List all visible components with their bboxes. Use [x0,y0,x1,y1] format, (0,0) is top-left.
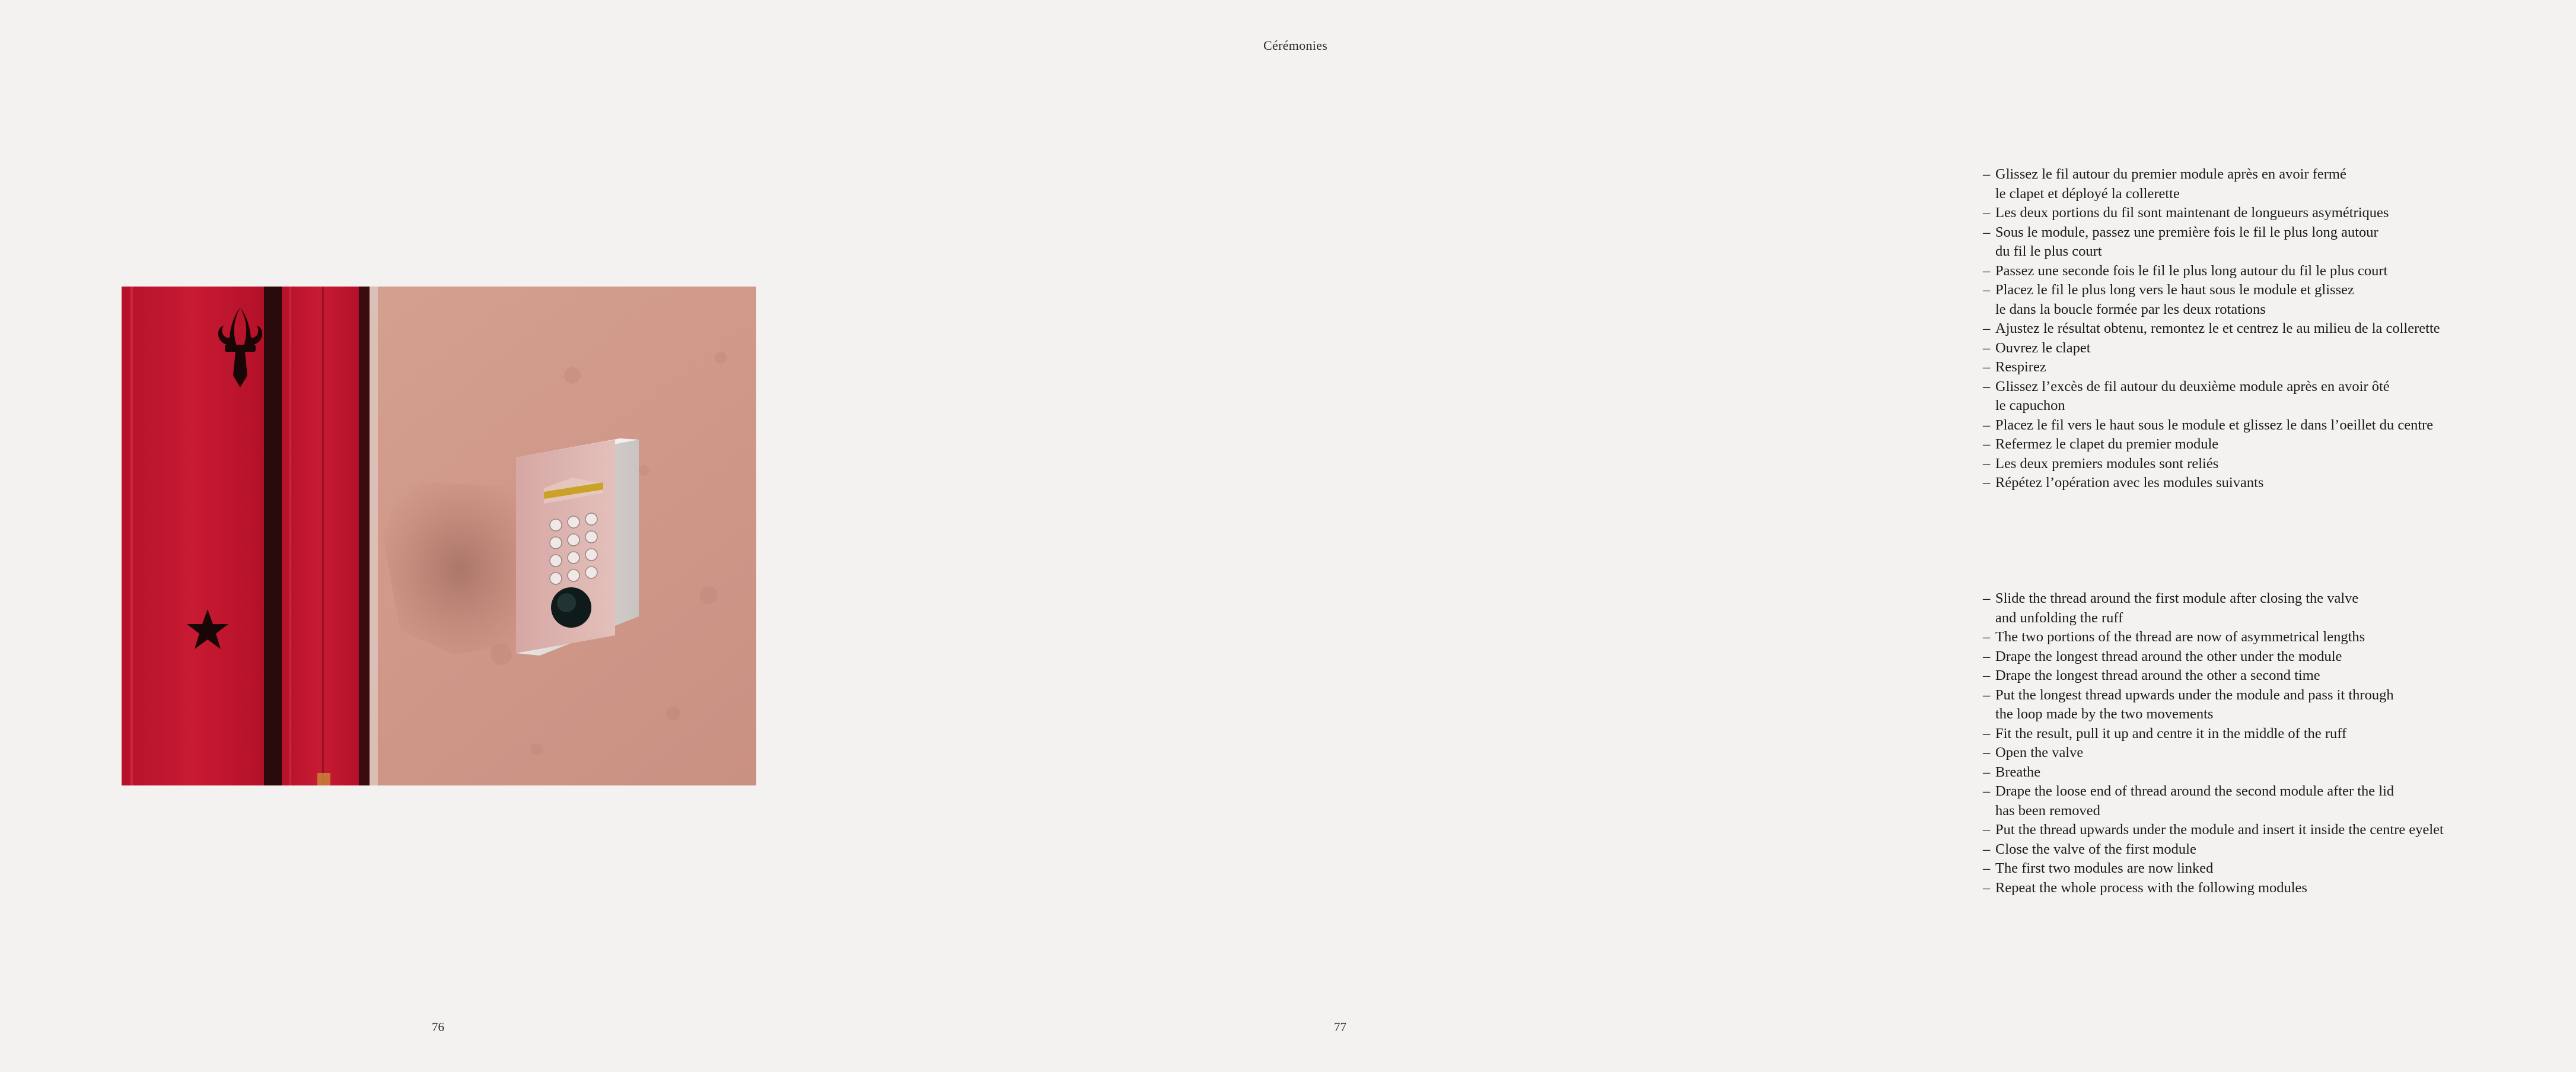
list-item [1983,628,2576,647]
list-item-line: – Ajustez le résultat obtenu, remontez le et centrez le au milieu de la collerette [1995,320,2440,336]
list-item-line: – Placez le fil vers le haut sous le module et glissez le dans l’oeillet du centre [1995,416,2434,433]
list-item [1983,358,2576,377]
running-head: Cérémonies [1263,38,1328,53]
list-item-line: – Breathe [1995,764,2041,780]
photo-keypad-on-wall [122,287,756,785]
list-item [1983,820,2576,840]
list-item [1983,454,2576,474]
list-item-line: – Put the thread upwards under the module and insert it inside the centre eyelet [1995,822,2444,838]
list-item-line: – Slide the thread around the first module after closing the valve [1995,590,2359,606]
list-item-line: and unfolding the ruff [1995,609,2123,626]
list-item [1983,589,2576,628]
french-instructions [1983,165,2576,493]
list-item [1983,281,2576,319]
list-item-line: – Les deux premiers modules sont reliés [1995,455,2219,472]
list-item-line: – Respirez [1995,359,2046,375]
list-item [1983,859,2576,879]
list-item-line: – Glissez l’excès de fil autour du deuxième module après en avoir ôté [1995,378,2390,395]
list-item-line: – Drape the loose end of thread around the second module after the lid [1995,783,2394,799]
list-item [1983,416,2576,435]
list-item [1983,743,2576,763]
list-item-line: le clapet et déployé la collerette [1995,185,2180,202]
list-item [1983,223,2576,262]
list-item-line: – Drape the longest thread around the other a second time [1995,667,2320,683]
list-item [1983,473,2576,493]
list-item [1983,262,2576,281]
list-item-line: le capuchon [1995,397,2065,413]
list-item [1983,339,2576,358]
list-item-line: – Les deux portions du fil sont maintenant de longueurs asymétriques [1995,205,2389,221]
list-item-line: – Refermez le clapet du premier module [1995,436,2219,452]
list-item-line: du fil le plus court [1995,243,2102,259]
list-item-line: – Glissez le fil autour du premier module après en avoir fermé [1995,166,2346,182]
list-item [1983,165,2576,203]
list-item-line: – Passez une seconde fois le fil le plus long autour du fil le plus court [1995,262,2388,279]
list-item [1983,879,2576,898]
page-number-left: 76 [432,1020,444,1034]
list-item [1983,724,2576,744]
french-list [1983,165,2576,493]
list-item-line: the loop made by the two movements [1995,706,2214,722]
list-item [1983,435,2576,454]
english-list [1983,589,2576,898]
right-page [890,0,2444,1072]
english-instructions [1983,589,2576,898]
list-item [1983,666,2576,686]
list-item-line: – Fit the result, pull it up and centre it in the middle of the ruff [1995,725,2347,742]
list-item-line: – The two portions of the thread are now of asymmetrical lengths [1995,629,2365,645]
list-item-line: – Répétez l’opération avec les modules suivants [1995,475,2264,491]
list-item [1983,782,2576,820]
list-item [1983,203,2576,223]
list-item-line: – Open the valve [1995,745,2084,761]
list-item [1983,319,2576,339]
list-item-line: le dans la boucle formée par les deux rotations [1995,301,2266,317]
list-item-line: – Close the valve of the first module [1995,841,2196,857]
list-item-line: has been removed [1995,802,2100,819]
list-item [1983,840,2576,860]
list-item [1983,647,2576,667]
left-page [0,0,890,1072]
list-item-line: – Ouvrez le clapet [1995,339,2091,356]
list-item-line: – Put the longest thread upwards under the module and pass it through [1995,686,2394,703]
page-number-right: 77 [1334,1020,1346,1034]
list-item-line: – Drape the longest thread around the other under the module [1995,648,2342,664]
list-item [1983,763,2576,782]
list-item-line: – Sous le module, passez une première fois le fil le plus long autour [1995,224,2378,240]
list-item-line: – The first two modules are now linked [1995,860,2214,876]
list-item-line: – Repeat the whole process with the following modules [1995,879,2307,896]
list-item-line: – Placez le fil le plus long vers le haut sous le module et glissez [1995,282,2354,298]
list-item [1983,377,2576,416]
list-item [1983,686,2576,724]
